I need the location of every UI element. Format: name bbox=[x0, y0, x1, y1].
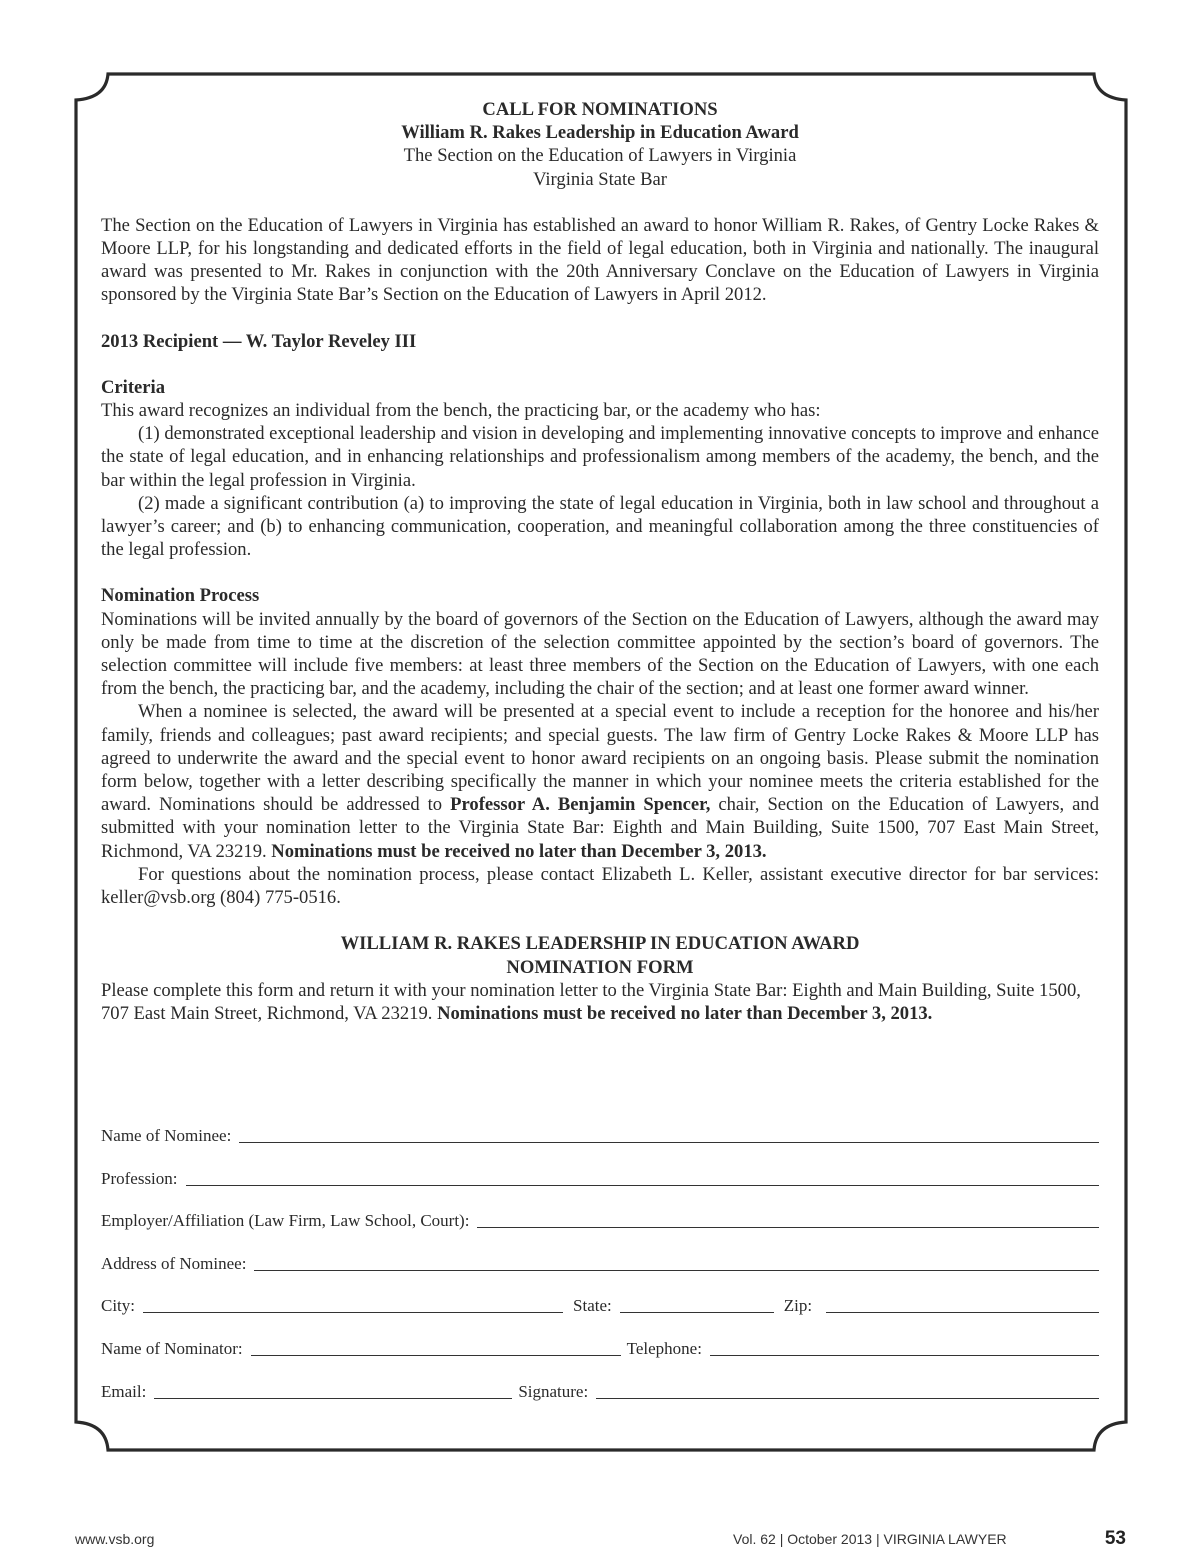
process-text-a: When a nominee is selected, the award will be presented at a special event to include a reception for the honoree and his/her family, friends and colleagues; past award recipients; and special guests. The law firm of Gentry Locke Rakes & Moore LLP has agreed to underwrite the award and the special event to honor award recipients on an ongoing basis. Please submit the nomination form below, together with a letter describing specifically the manner in which your nominee meets the criteria established for the award. Nominations should be addressed to bbox=[101, 701, 1099, 816]
zip-label: Zip: bbox=[783, 1296, 813, 1316]
zip-field[interactable] bbox=[826, 1296, 1099, 1313]
form-deadline: Nominations must be received no later than December 3, 2013. bbox=[437, 1002, 933, 1024]
form-row-profession bbox=[101, 1163, 1099, 1189]
nominee-name-field[interactable] bbox=[239, 1126, 1099, 1143]
process-paragraph-1: Nominations will be invited annually by the board of governors of the Section on the Education of Lawyers, although the award may only be made from time to time at the discretion of the selection committee appointed by the section’s board of governors. The selection committee will include five members: at least three members of the Section on the Education of Lawyers, with one each from the bench, the practicing bar, and the academy, including the chair of the section; and at least one former award winner. bbox=[101, 608, 1099, 700]
form-row-city-state-zip bbox=[101, 1290, 1099, 1316]
header-section-name: The Section on the Education of Lawyers in Virginia bbox=[403, 145, 797, 167]
form-title-1: WILLIAM R. RAKES LEADERSHIP IN EDUCATION AWARD bbox=[340, 933, 860, 955]
employer-label: Employer/Affiliation (Law Firm, Law School, Court): bbox=[101, 1211, 470, 1231]
signature-label: Signature: bbox=[518, 1381, 589, 1401]
address-field[interactable] bbox=[254, 1254, 1099, 1271]
nomination-form bbox=[101, 1120, 1099, 1418]
state-field[interactable] bbox=[620, 1296, 774, 1313]
process-paragraph-3: For questions about the nomination process, please contact Elizabeth L. Keller, assistant executive director for bar services: keller@vsb.org (804) 775-0516. bbox=[101, 863, 1099, 909]
criteria-lead: This award recognizes an individual from the bench, the practicing bar, or the academy who has: bbox=[101, 400, 821, 422]
email-label: Email: bbox=[101, 1381, 147, 1401]
employer-field[interactable] bbox=[477, 1211, 1099, 1228]
state-label: State: bbox=[573, 1296, 612, 1316]
signature-field[interactable] bbox=[596, 1382, 1099, 1399]
city-label: City: bbox=[101, 1296, 136, 1316]
criteria-item-2: (2) made a significant contribution (a) to improving the state of legal education in Virginia, both in law school and throughout a lawyer’s career; and (b) to enhancing communication, cooperation, and meaningful collaboration among the three constituencies of the legal profession. bbox=[101, 492, 1099, 561]
form-row-address bbox=[101, 1248, 1099, 1274]
nominator-label: Name of Nominator: bbox=[101, 1338, 243, 1358]
city-field[interactable] bbox=[143, 1296, 563, 1313]
form-instructions bbox=[101, 979, 1099, 1025]
page-number: 53 bbox=[1104, 1528, 1126, 1549]
intro-paragraph: The Section on the Education of Lawyers in Virginia has established an award to honor William R. Rakes, of Gentry Locke Rakes & Moore LLP, for his longstanding and dedicated efforts in the field of legal education, both in Virginia and nationally. The inaugural award was presented to Mr. Rakes in conjunction with the 20th Anniversary Conclave on the Education of Lawyers in Virginia sponsored by the Virginia State Bar’s Section on the Education of Lawyers in April 2012. bbox=[101, 214, 1099, 306]
header-award-name: William R. Rakes Leadership in Education Award bbox=[401, 122, 799, 144]
nominator-field[interactable] bbox=[251, 1339, 621, 1356]
email-field[interactable] bbox=[154, 1382, 512, 1399]
address-label: Address of Nominee: bbox=[101, 1253, 247, 1273]
footer-website: www.vsb.org bbox=[75, 1531, 155, 1547]
criteria-heading: Criteria bbox=[101, 376, 166, 398]
process-text-c: chair, Section on the Education of Lawyers, and submitted with your nomination letter to the Virginia State Bar: Eighth and Main Building, Suite 1500, 707 East Main Street, Richmond, VA 23219. bbox=[101, 794, 1099, 862]
telephone-field[interactable] bbox=[710, 1339, 1099, 1356]
chair-name: Professor A. Benjamin Spencer, bbox=[450, 794, 711, 816]
form-instructions-text: Please complete this form and return it with your nomination letter to the Virginia State Bar: Eighth and Main Building, Suite 1500, 707 East Main Street, Richmond, VA 23219. bbox=[101, 979, 1081, 1024]
profession-field[interactable] bbox=[186, 1169, 1100, 1186]
telephone-label: Telephone: bbox=[626, 1338, 702, 1358]
form-title-2: NOMINATION FORM bbox=[506, 956, 694, 978]
form-row-email bbox=[101, 1376, 1099, 1402]
nomination-process-heading: Nomination Process bbox=[101, 585, 260, 607]
form-row-employer bbox=[101, 1205, 1099, 1231]
header-organization: Virginia State Bar bbox=[533, 168, 667, 190]
deadline-text: Nominations must be received no later than December 3, 2013. bbox=[271, 840, 767, 862]
main-content bbox=[101, 98, 1099, 1025]
form-row-nominator bbox=[101, 1333, 1099, 1359]
process-paragraph-2 bbox=[101, 700, 1099, 862]
form-row-nominee bbox=[101, 1120, 1099, 1146]
criteria-item-1: (1) demonstrated exceptional leadership and vision in developing and implementing innovative concepts to improve and enhance the state of legal education, and in enhancing relationships and professionalism among members of the academy, the bench, and the bar within the legal profession in Virginia. bbox=[101, 423, 1099, 491]
footer-issue: Vol. 62 | October 2013 | VIRGINIA LAWYER bbox=[733, 1531, 1007, 1547]
recipient-heading: 2013 Recipient — W. Taylor Reveley III bbox=[101, 330, 417, 352]
header-call-for-nominations: CALL FOR NOMINATIONS bbox=[482, 99, 718, 120]
nominee-name-label: Name of Nominee: bbox=[101, 1126, 232, 1145]
profession-label: Profession: bbox=[101, 1168, 178, 1188]
